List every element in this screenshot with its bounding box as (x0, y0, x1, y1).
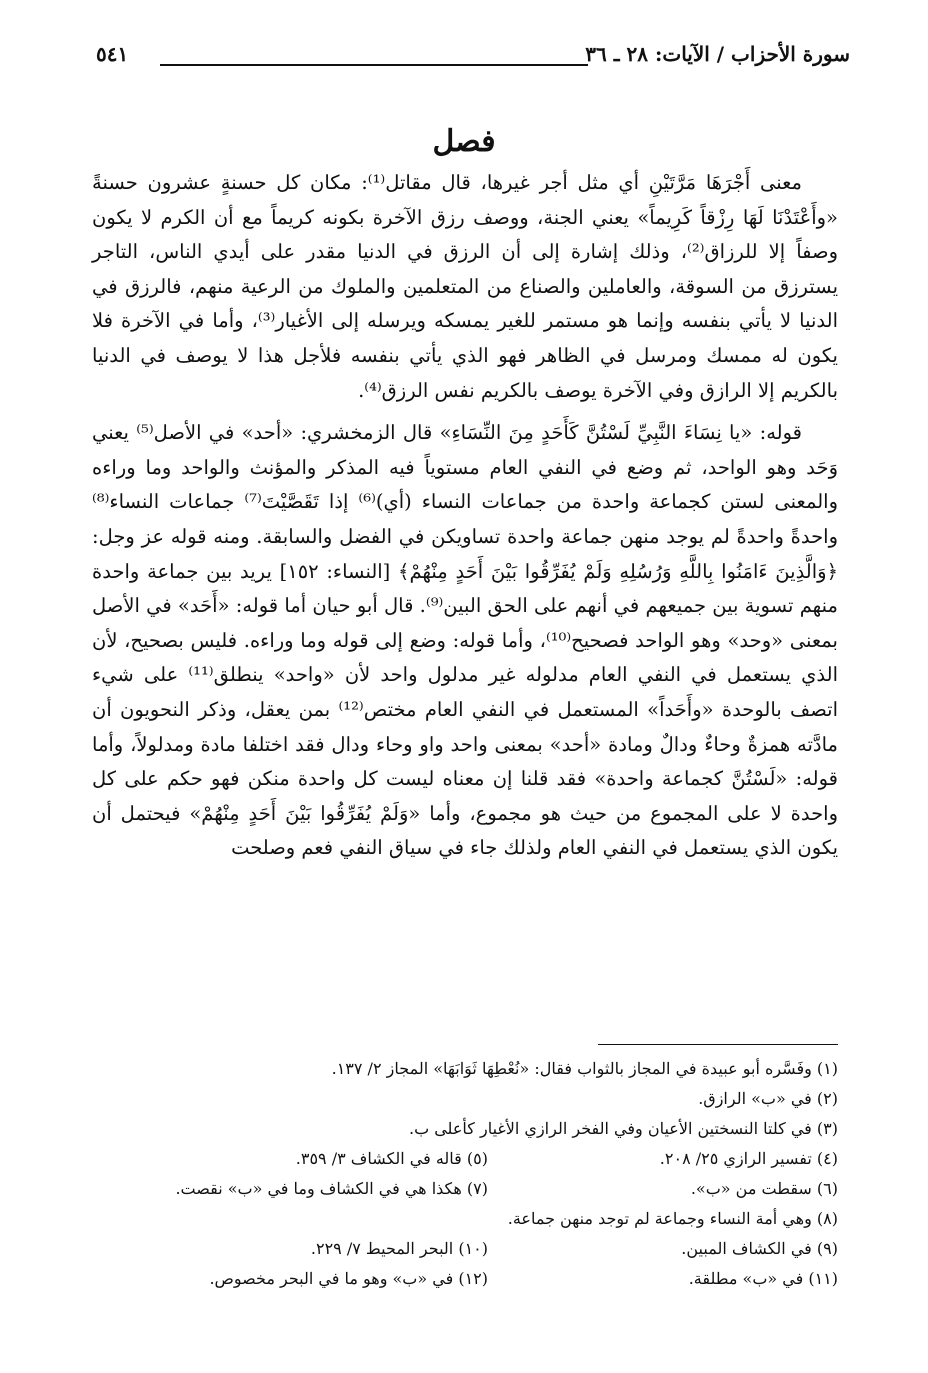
footnote-line (96, 1054, 838, 1084)
footnote: (٦) سقطت من «ب». (690, 1179, 838, 1198)
footnote: (٧) هكذا هي في الكشاف وما في «ب» نقصت. (175, 1179, 488, 1198)
footnote: (٩) في الكشاف المبين. (681, 1239, 838, 1258)
footnote: (١) وفَسَّره أبو عبيدة في المجاز بالثواب فقال: «نُعْطِهَا ثَوَابَهَا» المجاز ٢/ ١٣٧. (331, 1059, 838, 1078)
footnote: (١١) في «ب» مطلقة. (688, 1269, 838, 1288)
running-title: سورة الأحزاب / الآيات: ٢٨ ـ ٣٦ (585, 42, 850, 66)
footnote-line (96, 1174, 838, 1204)
footnote-separator (598, 1044, 838, 1045)
footnote-line (96, 1144, 838, 1174)
paragraph: قوله: «يا نِسَاءَ النَّبِيِّ لَسْتُنَّ كَأَحَدٍ مِنَ النِّسَاءِ» قال الزمخشري: «أحد» في الأصل⁽⁵⁾ يعني وَحَد وهو الواحد، ثم وضع في النفي العام مستوياً فيه المذكر والمؤنث والواحد وما وراءه والمعنى لستن كجماعة واحدة من جماعات النساء (أي)⁽⁶⁾ إذا تَقَصَّيْتَ⁽⁷⁾ جماعات النساء⁽⁸⁾ واحدةً واحدةً لم يوجد منهن جماعة واحدة تساويكن في الفضل والسابقة. ومنه قوله عز وجل: ﴿وَالَّذِينَ ءَامَنُوا بِاللَّهِ وَرُسُلِهِ وَلَمْ يُفَرِّقُوا بَيْنَ أَحَدٍ مِنْهُمْ﴾ [النساء: ١٥٢] يريد بين جماعة واحدة منهم تسوية بين جميعهم في أنهم على الحق البين⁽⁹⁾. قال أبو حيان أما قوله: «أَحَد» في الأصل بمعنى «وحد» وهو الواحد فصحيح⁽¹⁰⁾، وأما قوله: وضع إلى قوله وما وراءه. فليس بصحيح، لأن الذي يستعمل في النفي العام مدلوله غير مدلول واحد لأن «واحد» ينطلق⁽¹¹⁾ على شيء اتصف بالوحدة «وأَحَداً» المستعمل في النفي العام مختص⁽¹²⁾ بمن يعقل، وذكر النحويون أن مادَّته همزةٌ وحاءٌ ودالٌ ومادة «أحد» بمعنى واحد واو وحاء ودال فقد اختلفا مادة ومدلولاً، وأما قوله: «لَسْتُنَّ كجماعة واحدة» فقد قلنا إن معناه ليست كل واحدة منكن فهو حكم على كل واحدة لا على المجموع من حيث هو مجموع، وأما «وَلَمْ يُفَرِّقُوا بَيْنَ أَحَدٍ مِنْهُمْ» فيحتمل أن يكون الذي يستعمل في النفي العام ولذلك جاء في سياق النفي فعم وصلحت (92, 421, 839, 860)
footnote: (١٠) البحر المحيط ٧/ ٢٢٩. (310, 1239, 488, 1258)
body-text (92, 166, 838, 866)
footnote: (١٢) في «ب» وهو ما في البحر مخصوص. (209, 1269, 488, 1288)
footnote-line (96, 1264, 838, 1294)
header-rule (160, 64, 588, 66)
footnote-line (96, 1234, 838, 1264)
footnote: (٥) قاله في الكشاف ٣/ ٣٥٩. (295, 1149, 488, 1168)
footnote: (٢) في «ب» الرازق. (698, 1089, 838, 1108)
paragraph: معنى أَجْرَهَا مَرَّتَيْنِ أي مثل أجر غيرها، قال مقاتل⁽¹⁾: مكان كل حسنةٍ عشرون حسنةً «وأَعْتَدْنَا لَهَا رِزْقاً كَرِيماً» يعني الجنة، ووصف رزق الآخرة بكونه كريماً مع أن الكرم لا يكون وصفاً إلا للرزاق⁽²⁾، وذلك إشارة إلى أن الرزق في الدنيا مقدر على أيدي الناس، التاجر يسترزق من السوقة، والعاملين والصناع من المتعلمين والملوك من الرعية منهم، فالرزق في الدنيا لا يأتي بنفسه وإنما هو مستمر للغير يمسكه ويرسله إلى الأغيار⁽³⁾، وأما في الآخرة فلا يكون له ممسك ومرسل في الظاهر فهو الذي يأتي بنفسه فلأجل هذا لا يوصف في الدنيا بالكريم إلا الرازق وفي الآخرة يوصف بالكريم نفس الرزق⁽⁴⁾. (92, 171, 838, 402)
footnote-line (96, 1114, 838, 1144)
footnotes (96, 1054, 838, 1294)
page-number: ٥٤١ (96, 42, 129, 66)
footnote: (٣) في كلتا النسختين الأعيان وفي الفخر الرازي الأغيار كأعلى ب. (408, 1119, 838, 1138)
section-title: فصل (432, 124, 496, 159)
footnote-line (96, 1204, 838, 1234)
footnote: (٨) وهي أمة النساء وجماعة لم توجد منهن جماعة. (507, 1209, 838, 1228)
footnote: (٤) تفسير الرازي ٢٥/ ٢٠٨. (659, 1149, 838, 1168)
page-header (96, 40, 850, 76)
footnote-line (96, 1084, 838, 1114)
